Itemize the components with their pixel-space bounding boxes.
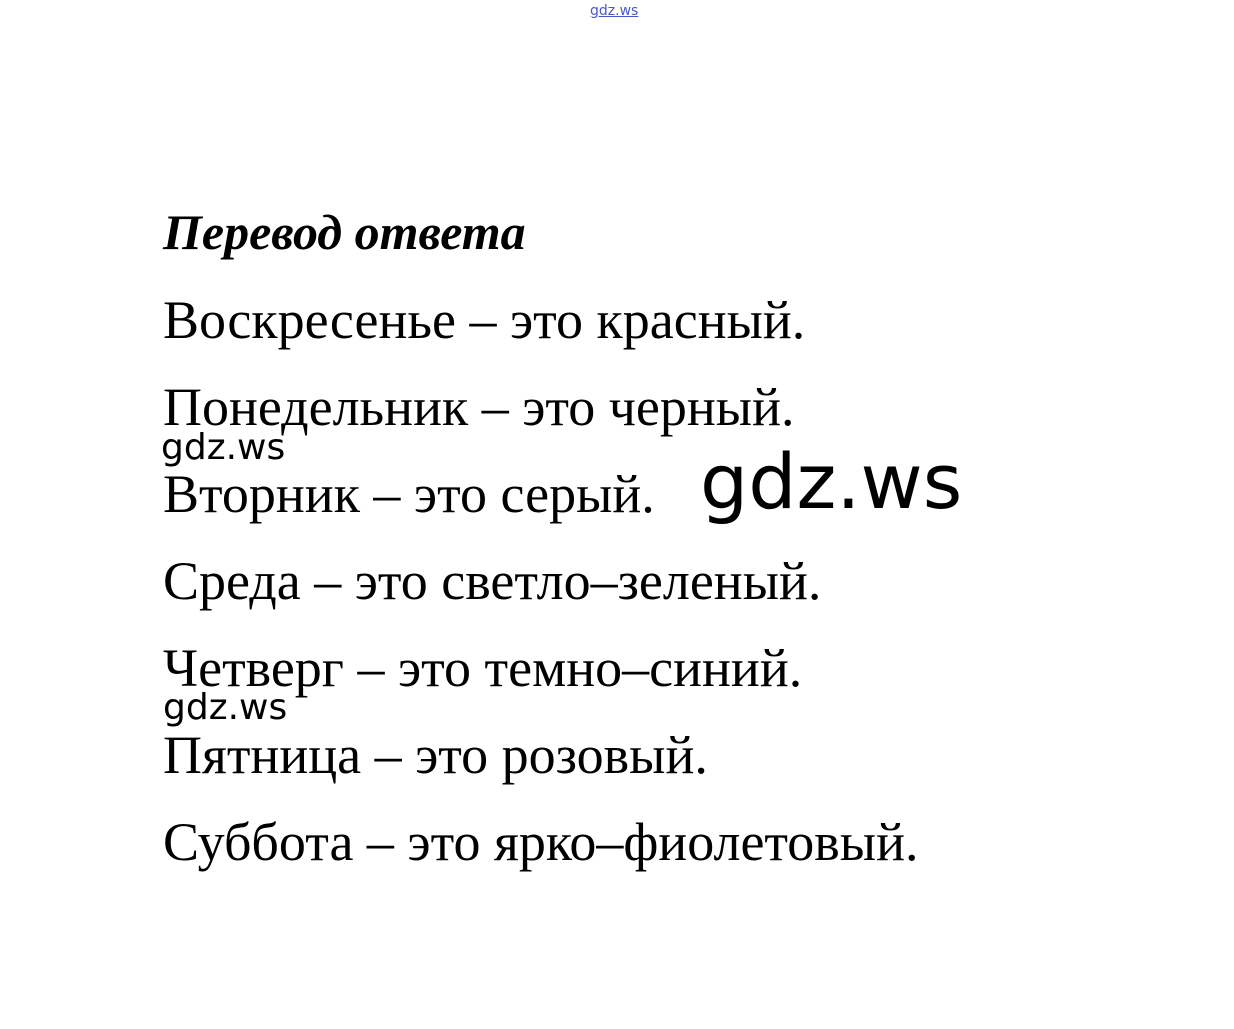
text-line-friday: Пятница – это розовый. — [163, 725, 708, 785]
document-title: Перевод ответа — [163, 204, 526, 260]
top-watermark-link[interactable]: gdz.ws — [590, 3, 639, 19]
watermark-small: gdz.ws — [161, 427, 286, 468]
text-line-wednesday: Среда – это светло–зеленый. — [163, 551, 822, 611]
text-line-thursday: Четверг – это темно–синий. — [163, 638, 803, 698]
text-line-saturday: Суббота – это ярко–фиолетовый. — [163, 812, 919, 872]
text-line-monday: Понедельник – это черный. — [163, 377, 795, 437]
text-line-sunday: Воскресенье – это красный. — [163, 290, 806, 350]
watermark-small: gdz.ws — [163, 687, 288, 728]
text-line-tuesday: Вторник – это серый. — [163, 464, 655, 524]
watermark-large: gdz.ws — [700, 437, 963, 526]
